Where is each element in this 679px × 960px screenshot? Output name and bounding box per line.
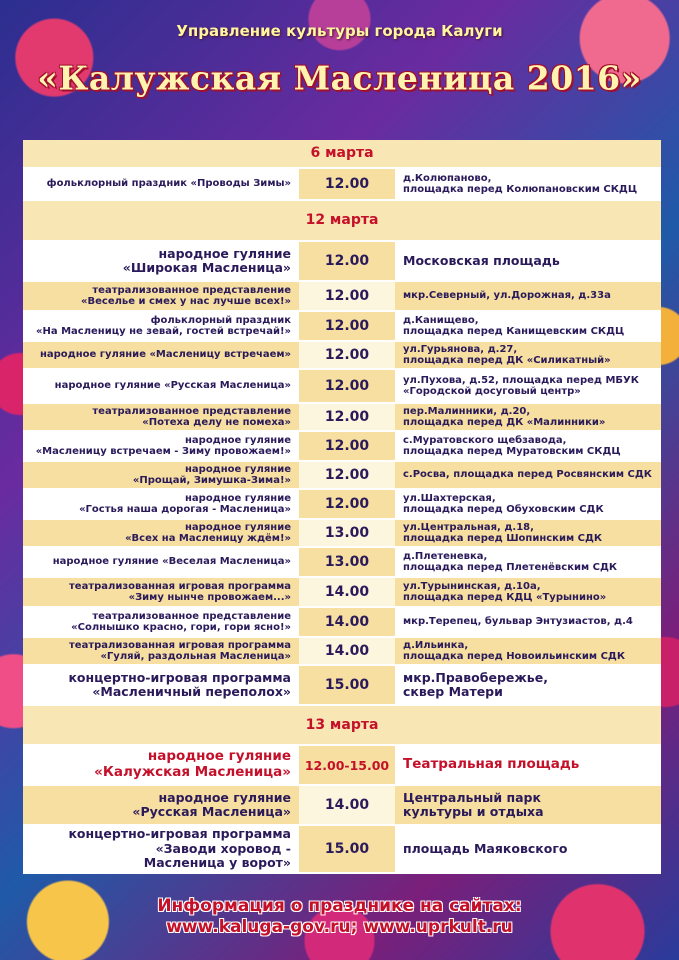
organizer-heading: Управление культуры города Калуги	[176, 22, 503, 40]
event-place	[397, 370, 661, 402]
event-name-line: концертно-игровая программа	[68, 826, 291, 842]
event-name	[23, 826, 297, 872]
event-name-line: «На Масленицу не зевай, гостей встречай!»	[36, 326, 291, 337]
event-place	[397, 490, 661, 518]
footer-websites: www.kaluga-gov.ru; www.uprkult.ru	[166, 917, 513, 938]
event-time: 12.00	[299, 490, 395, 518]
schedule-row	[23, 342, 661, 370]
schedule-row	[23, 370, 661, 404]
schedule-row	[23, 608, 661, 638]
event-name-line: концертно-игровая программа	[68, 669, 291, 685]
event-place	[397, 520, 661, 546]
event-place-line: площадка перед Обуховским СДК	[403, 504, 604, 515]
event-name	[23, 342, 297, 368]
event-place-line: площадка перед Колюпановским СКДЦ	[403, 184, 638, 195]
event-place-line: ул.Турынинская, д.10а,	[403, 580, 541, 592]
event-name	[23, 520, 297, 546]
event-name	[23, 312, 297, 340]
event-place-line: площадь Маяковского	[403, 840, 568, 856]
schedule-row	[23, 638, 661, 666]
event-time: 12.00	[299, 370, 395, 402]
event-name	[23, 638, 297, 664]
event-place-line: площадка перед Шопинским СДК	[403, 533, 603, 544]
event-name	[23, 578, 297, 606]
event-name-line: «Заводи хоровод -	[155, 840, 291, 856]
event-time: 12.00	[299, 462, 395, 488]
event-name	[23, 462, 297, 488]
event-place-line: мкр.Правобережье,	[403, 669, 548, 685]
event-name-line: народное гуляние	[185, 492, 291, 504]
event-place	[397, 404, 661, 430]
schedule-row	[23, 666, 661, 706]
schedule-row	[23, 432, 661, 462]
event-place	[397, 282, 661, 310]
event-time: 15.00	[299, 666, 395, 704]
event-name-line: «Масленицу встречаем - Зиму провожаем!»	[35, 446, 291, 457]
event-name	[23, 490, 297, 518]
event-place-line: Центральный парк	[403, 789, 541, 805]
event-time: 12.00	[299, 432, 395, 460]
event-place-line: площадка перед Плетенёвским СДК	[403, 562, 618, 573]
date-header: 12 марта	[23, 201, 661, 242]
event-place	[397, 432, 661, 460]
event-time: 12.00	[299, 342, 395, 368]
event-place-line: площадка перед ДК «Малинники»	[403, 417, 606, 428]
event-name	[23, 608, 297, 636]
event-name-line: «Широкая Масленица»	[122, 260, 291, 275]
event-place	[397, 242, 661, 280]
event-name-line: «Масленичный переполох»	[92, 684, 291, 699]
event-place-line: Московская площадь	[403, 252, 560, 268]
event-name-line: народное гуляние «Русская Масленица»	[54, 380, 291, 392]
event-name-line: «Солнышко красно, гори, гори ясно!»	[71, 622, 291, 633]
schedule-row	[23, 312, 661, 342]
event-name	[23, 169, 297, 199]
event-name	[23, 282, 297, 310]
schedule-row	[23, 490, 661, 520]
event-place	[397, 826, 661, 872]
event-name-line: Масленица у ворот»	[143, 855, 291, 871]
event-name-line: народное гуляние	[185, 434, 291, 446]
event-place-line: мкр.Терепец, бульвар Энтузиастов, д.4	[403, 616, 633, 628]
event-time: 15.00	[299, 826, 395, 872]
event-time: 12.00	[299, 404, 395, 430]
event-name-line: «Русская Масленица»	[132, 804, 291, 819]
schedule-row	[23, 746, 661, 786]
event-place-line: пер.Малинники, д.20,	[403, 405, 531, 417]
event-place	[397, 342, 661, 368]
event-name-line: «Прощай, Зимушка-Зима!»	[132, 475, 291, 486]
date-header: 6 марта	[23, 140, 661, 169]
event-place-line: площадка перед Муратовским СКДЦ	[403, 446, 621, 457]
event-time: 14.00	[299, 786, 395, 824]
schedule-row	[23, 242, 661, 282]
footer-info	[0, 896, 679, 939]
event-name-line: «Калужская Масленица»	[94, 764, 291, 780]
event-time: 14.00	[299, 638, 395, 664]
event-place-line: д.Ильинка,	[403, 639, 469, 651]
event-name-line: театрализованная игровая программа	[69, 639, 291, 651]
schedule-row	[23, 169, 661, 201]
event-name	[23, 786, 297, 824]
event-place-line: с.Муратовского щебзавода,	[403, 434, 567, 446]
event-time: 12.00	[299, 169, 395, 199]
event-name	[23, 242, 297, 280]
event-name-line: «Веселье и смех у нас лучше всех!»	[81, 296, 291, 307]
event-time: 14.00	[299, 608, 395, 636]
event-name-line: народное гуляние «Масленицу встречаем»	[39, 349, 291, 361]
event-place	[397, 462, 661, 488]
event-time: 14.00	[299, 578, 395, 606]
event-place	[397, 312, 661, 340]
date-header: 13 марта	[23, 706, 661, 746]
event-place-line: Театральная площадь	[403, 756, 580, 773]
schedule-row	[23, 578, 661, 608]
schedule-row	[23, 282, 661, 312]
schedule-table	[23, 140, 661, 874]
schedule-row	[23, 786, 661, 826]
event-name	[23, 404, 297, 430]
event-name-line: «Всех на Масленицу ждём!»	[125, 533, 291, 544]
event-name-line: театрализованное представление	[92, 405, 291, 417]
schedule-row	[23, 404, 661, 432]
event-place	[397, 746, 661, 784]
footer-info-line: Информация о празднике на сайтах:	[157, 896, 522, 916]
event-place-line: д.Канищево,	[403, 314, 479, 326]
event-time: 12.00	[299, 312, 395, 340]
schedule-row	[23, 826, 661, 874]
event-name	[23, 370, 297, 402]
event-time: 13.00	[299, 520, 395, 546]
event-place	[397, 666, 661, 704]
event-place-line: площадка перед Канищевским СКДЦ	[403, 326, 625, 337]
event-place-line: ул.Шахтерская,	[403, 492, 496, 504]
event-place-line: площадка перед Новоильинским СДК	[403, 651, 625, 662]
event-time: 12.00	[299, 242, 395, 280]
schedule-row	[23, 520, 661, 548]
event-place-line: ул.Гурьянова, д.27,	[403, 343, 518, 355]
event-place-line: ул.Центральная, д.18,	[403, 521, 534, 533]
event-name-line: театрализованное представление	[92, 284, 291, 296]
poster-title: «Калужская Масленица 2016»	[37, 58, 642, 98]
event-place	[397, 608, 661, 636]
event-name	[23, 666, 297, 704]
event-name-line: «Гостья наша дорогая - Масленица»	[79, 504, 291, 515]
event-place-line: культуры и отдыха	[403, 804, 544, 819]
event-place-line: площадка перед КДЦ «Турынино»	[403, 592, 607, 603]
schedule-row	[23, 462, 661, 490]
event-name-line: «Зиму нынче провожаем...»	[128, 592, 291, 603]
event-place	[397, 786, 661, 824]
event-place-line: сквер Матери	[403, 684, 503, 699]
event-place	[397, 169, 661, 199]
event-place-line: с.Росва, площадка перед Росвянским СДК	[403, 469, 652, 481]
event-place-line: д.Плетеневка,	[403, 550, 488, 562]
event-name-line: «Потеха делу не помеха»	[142, 417, 291, 428]
event-name-line: «Гуляй, раздольная Масленица»	[100, 651, 291, 662]
event-name-line: народное гуляние	[147, 748, 291, 765]
event-name-line: фольклорный праздник «Проводы Зимы»	[46, 178, 291, 190]
event-place-line: ул.Пухова, д.52, площадка перед МБУК	[403, 374, 639, 386]
event-place-line: мкр.Северный, ул.Дорожная, д.33а	[403, 290, 611, 302]
schedule-row	[23, 548, 661, 578]
event-name-line: народное гуляние «Веселая Масленица»	[52, 556, 291, 568]
event-place-line: д.Колюпаново,	[403, 172, 492, 184]
event-place-line: «Городской досуговый центр»	[403, 386, 581, 397]
event-name-line: театрализованная игровая программа	[69, 580, 291, 592]
event-name-line: фольклорный праздник	[150, 314, 291, 326]
event-place	[397, 548, 661, 576]
event-name-line: театрализованное представление	[92, 610, 291, 622]
event-time: 12.00-15.00	[299, 746, 395, 784]
event-time: 12.00	[299, 282, 395, 310]
event-time: 13.00	[299, 548, 395, 576]
event-name-line: народное гуляние	[158, 789, 291, 805]
event-name	[23, 548, 297, 576]
event-name	[23, 746, 297, 784]
event-place-line: площадка перед ДК «Силикатный»	[403, 355, 611, 366]
event-place	[397, 638, 661, 664]
event-name	[23, 432, 297, 460]
event-place	[397, 578, 661, 606]
event-name-line: народное гуляние	[185, 463, 291, 475]
event-name-line: народное гуляние	[185, 521, 291, 533]
event-name-line: народное гуляние	[158, 245, 291, 261]
